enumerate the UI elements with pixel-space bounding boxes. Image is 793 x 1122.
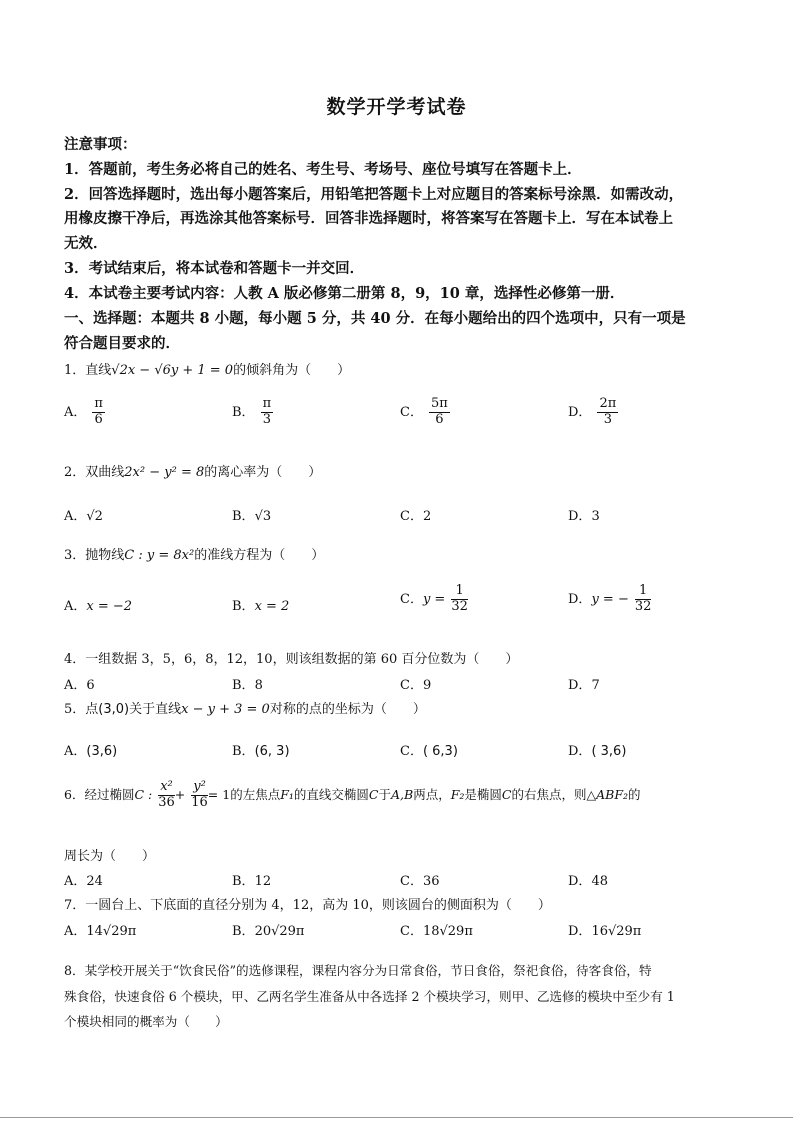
q3-equation: C : y = 8x² bbox=[124, 548, 195, 563]
q5-option-b[interactable]: B．(6, 3) bbox=[232, 744, 290, 759]
notice-line-6: 4．本试卷主要考试内容：人教 A 版必修第二册第 8，9，10 章，选择性必修第一册． bbox=[64, 285, 625, 302]
q6-option-b[interactable]: B．12 bbox=[232, 874, 272, 889]
q6-option-c[interactable]: C．36 bbox=[400, 874, 440, 889]
notice-heading: 注意事项： bbox=[64, 136, 137, 153]
notice-line-5: 3．考试结束后，将本试卷和答题卡一并交回． bbox=[64, 260, 365, 277]
q2-option-a[interactable]: A．√2 bbox=[64, 509, 103, 524]
q2-option-c[interactable]: C．2 bbox=[400, 509, 432, 524]
question-6-line-2: 周长为（ ） bbox=[64, 849, 156, 864]
question-8-line-1: 8．某学校开展关于“饮食民俗”的选修课程，课程内容分为日常食俗，节日食俗，祭祀食俗，待客食俗，特 bbox=[64, 963, 652, 978]
q1-option-a[interactable]: A． $\frac{\pi}{6}$ bbox=[64, 396, 103, 427]
q2-option-b[interactable]: B．√3 bbox=[232, 509, 272, 524]
question-2: 2．双曲线2x² − y² = 8的离心率为（ ） bbox=[64, 465, 322, 480]
page-title: 数学开学考试卷 bbox=[326, 96, 467, 118]
question-1 bbox=[64, 359, 350, 378]
question-5: 5．点(3,0)关于直线x − y + 3 = 0对称的点的坐标为（ ） bbox=[64, 702, 426, 717]
q7-option-a[interactable]: A．14√29π bbox=[64, 924, 137, 939]
q3-option-a[interactable]: A．x = −2 bbox=[64, 599, 133, 614]
q1-suffix: 的倾斜角为（ ） bbox=[233, 363, 351, 378]
q4-option-d[interactable]: D．7 bbox=[568, 678, 600, 693]
q6-option-d[interactable]: D．48 bbox=[568, 874, 608, 889]
section-heading-1: 一、选择题：本题共 8 小题，每小题 5 分，共 40 分．在每小题给出的四个选项中，只有一项是 bbox=[64, 310, 686, 327]
q1-equation: √2x − √6y + 1 = 0 bbox=[111, 363, 234, 378]
section-heading-2: 符合题目要求的． bbox=[64, 335, 180, 352]
q1-option-b[interactable]: B． $\frac{\pi}{3}$ bbox=[232, 396, 272, 427]
q5-option-c[interactable]: C．( 6,3) bbox=[400, 744, 458, 759]
question-4: 4．一组数据 3，5，6，8，12，10，则该组数据的第 60 百分位数为（ ） bbox=[64, 652, 519, 667]
q6-option-a[interactable]: A．24 bbox=[64, 874, 103, 889]
q3-option-c[interactable]: C．y = $\frac{1}{32}$ bbox=[400, 583, 468, 614]
q5-option-d[interactable]: D．( 3,6) bbox=[568, 744, 627, 759]
q4-option-c[interactable]: C．9 bbox=[400, 678, 432, 693]
notice-line-4: 无效． bbox=[64, 235, 108, 252]
notice-line-3: 用橡皮擦干净后，再选涂其他答案标号．回答非选择题时，将答案写在答题卡上．写在本试卷上 bbox=[64, 210, 673, 227]
q2-option-d[interactable]: D．3 bbox=[568, 509, 600, 524]
question-3: 3．抛物线C : y = 8x²的准线方程为（ ） bbox=[64, 548, 325, 563]
q7-option-b[interactable]: B．20√29π bbox=[232, 924, 305, 939]
q3-option-d[interactable]: D．y = − $\frac{1}{32}$ bbox=[568, 583, 652, 614]
q7-option-d[interactable]: D．16√29π bbox=[568, 924, 642, 939]
notice-line-2: 2．回答选择题时，选出每小题答案后，用铅笔把答题卡上对应题目的答案标号涂黑．如需改动， bbox=[64, 186, 684, 203]
question-6: 6．经过椭圆C : $\frac{\text{x²}}{36}$ + $\frac{\text{y²}}{16}$ = 1的左焦点F₁的直线交椭圆C于A,B两点，F₂是椭圆C的右焦点，则△ABF₂的 bbox=[64, 779, 641, 810]
q4-option-b[interactable]: B．8 bbox=[232, 678, 263, 693]
question-8-line-3: 个模块相同的概率为（ ） bbox=[64, 1014, 228, 1029]
q2-equation: 2x² − y² = 8 bbox=[124, 465, 205, 480]
question-7: 7．一圆台上、下底面的直径分别为 4，12，高为 10，则该圆台的侧面积为（ ） bbox=[64, 898, 551, 913]
q1-prefix: 1．直线 bbox=[64, 363, 112, 378]
q4-option-a[interactable]: A．6 bbox=[64, 678, 95, 693]
q7-option-c[interactable]: C．18√29π bbox=[400, 924, 473, 939]
notice-line-1: 1．答题前，考生务必将自己的姓名、考生号、考场号、座位号填写在答题卡上． bbox=[64, 161, 582, 178]
q3-option-b[interactable]: B．x = 2 bbox=[232, 599, 290, 614]
q1-option-d[interactable]: D． $\frac{2\pi}{3}$ bbox=[568, 396, 617, 427]
question-8-line-2: 殊食俗，快速食俗 6 个模块，甲、乙两名学生准备从中各选择 2 个模块学习，则甲、乙选修的模块中至少有 1 bbox=[64, 989, 675, 1004]
q5-option-a[interactable]: A．(3,6) bbox=[64, 744, 118, 759]
page-bottom-divider bbox=[0, 1117, 793, 1118]
q1-option-c[interactable]: C． $\frac{5\pi}{6}$ bbox=[400, 396, 448, 427]
